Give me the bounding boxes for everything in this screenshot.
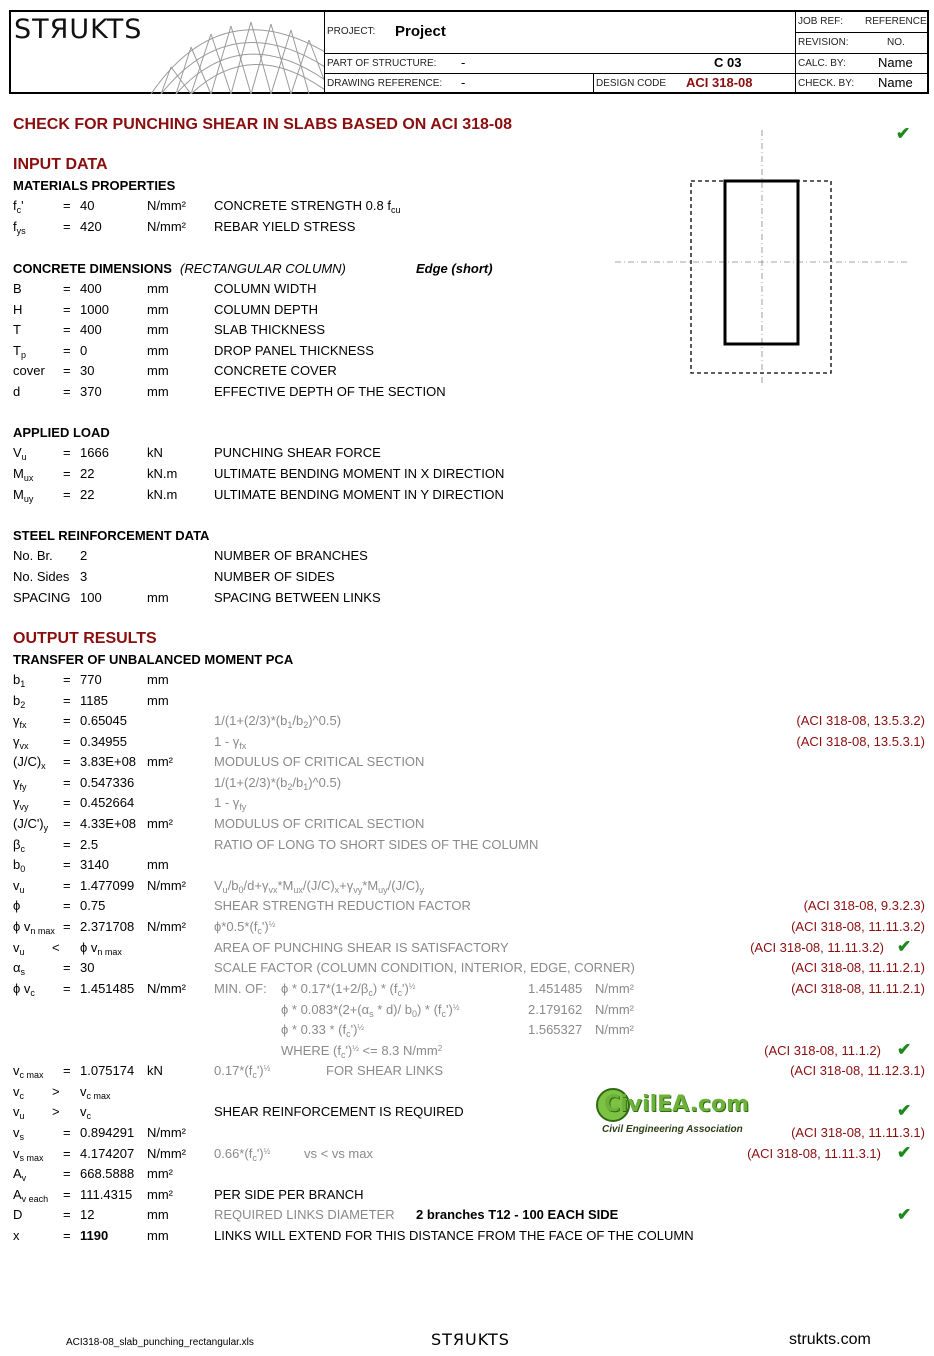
b2-row: $b_2$ = 1185 mm — [13, 693, 169, 710]
dims-note: (RECTANGULAR COLUMN) — [180, 261, 346, 276]
fc-value[interactable]: 40 — [80, 198, 95, 213]
vcmax-row: $v_{c max}$ = 1.075174 kN $0.17*(f_c')^{\frac{1}{2}}$ FOR SHEAR LINKS (ACI 318-08, 11.12.3.1) — [13, 1063, 925, 1080]
Tp-value[interactable]: 0 — [80, 343, 88, 358]
gvx-row: $\gamma_{vx}$ = 0.34955 $1 - \gamma_{fx}$ (ACI 318-08, 13.5.3.1) — [13, 734, 925, 751]
design-code-label: DESIGN CODE — [596, 78, 667, 89]
drawing-label: DRAWING REFERENCE: — [327, 78, 443, 89]
nsides-row: No. Sides 3 NUMBER OF SIDES — [13, 569, 335, 584]
H-row: H = 1000 mm COLUMN DEPTH — [13, 302, 319, 317]
B-row: B = 400 mm COLUMN WIDTH — [13, 281, 317, 296]
jcy-row: $(J/C')_y$ = 4.33E+08 mm² MODULUS OF CRITICAL SECTION — [13, 816, 425, 833]
fc-description: CONCRETE STRENGTH 0.8 $f_{cu}$ — [214, 198, 401, 215]
D-row: D = 12 mm REQUIRED LINKS DIAMETER 2 branches T12 - 100 EACH SIDE — [13, 1207, 619, 1222]
fc-limit-check-icon: ✔ — [897, 1040, 912, 1059]
brand-logo: STЯUKTS — [14, 14, 143, 45]
B-value[interactable]: 400 — [80, 281, 102, 296]
design-code-value[interactable]: ACI 318-08 — [686, 75, 753, 90]
page-title: CHECK FOR PUNCHING SHEAR IN SLABS BASED ON ACI 318-08 — [13, 116, 513, 133]
input-data-heading: INPUT DATA — [13, 156, 108, 173]
vsmax-row: $v_{s max}$ = 4.174207 N/mm² $0.66*(f_c')^{\frac{1}{2}}$ vs < vs max (ACI 318-08, 11.11.3.1) — [13, 1146, 881, 1163]
project-label: PROJECT: — [327, 26, 376, 37]
calc-by-value[interactable]: Name — [878, 55, 913, 70]
drawing-value[interactable]: - — [461, 75, 466, 90]
gfx-reference: (ACI 318-08, 13.5.3.2) — [796, 713, 925, 728]
load-heading: APPLIED LOAD — [13, 425, 110, 440]
gvx-reference: (ACI 318-08, 13.5.3.1) — [796, 734, 925, 749]
steel-heading: STEEL REINFORCEMENT DATA — [13, 528, 210, 543]
footer-brand: STЯUKTS — [431, 1330, 510, 1349]
nbr-value[interactable]: 2 — [80, 548, 88, 563]
transfer-heading: TRANSFER OF UNBALANCED MOMENT PCA — [13, 652, 294, 667]
vu-check-row: $v_u$ < ϕ $v_{n max}$ AREA OF PUNCHING SHEAR IS SATISFACTORY (ACI 318-08, 11.11.3.2) — [13, 940, 884, 957]
vu-formula: $V_u/b_0/d+\gamma_{vx}*M_{ux}/(J/C)_x+\gamma_{vy}*M_{uy}/(J/C)_y$ — [214, 878, 424, 895]
part-code[interactable]: C 03 — [714, 55, 742, 70]
dome-structure-illustration — [131, 12, 325, 94]
Vu-value[interactable]: 1666 — [80, 445, 109, 460]
output-heading: OUTPUT RESULTS — [13, 630, 157, 647]
gvy-row: $\gamma_{vy}$ = 0.452664 $1 - \gamma_{fy}$ — [13, 795, 247, 812]
T-row: T = 400 mm SLAB THICKNESS — [13, 322, 326, 337]
b0-row: $b_0$ = 3140 mm — [13, 857, 169, 874]
where-row: WHERE $(f_c')^{\frac{1}{2}} <= 8.3$ $N/mm^2$ (ACI 318-08, 11.1.2) — [281, 1043, 881, 1060]
as-row: $\alpha_s$ = 30 SCALE FACTOR (COLUMN CONDITION, INTERIOR, EDGE, CORNER) (ACI 318-08, 11.11.2.1) — [13, 960, 925, 977]
revision-label: REVISION: — [798, 37, 849, 48]
vs-row: $v_s$ = 0.894291 N/mm² (ACI 318-08, 11.11.3.1) — [13, 1125, 925, 1142]
footer-file: ACI318-08_slab_punching_rectangular.xls — [66, 1337, 254, 1348]
watermark-sub: Civil Engineering Association — [602, 1124, 743, 1135]
spacing-value[interactable]: 100 — [80, 590, 102, 605]
vc-check-row: $v_c$ > $v_{c max}$ — [13, 1084, 111, 1101]
punching-ok-check-icon: ✔ — [897, 937, 912, 956]
minof-row-2: $\phi * 0.083*(2+(\alpha_s * d)/$ $b_0) * (f_c')^{\frac{1}{2}}$ 2.179162 N/mm² — [281, 1002, 634, 1019]
b1-row: $b_1$ = 770 mm — [13, 672, 169, 689]
spacing-row: SPACING 100 mm SPACING BETWEEN LINKS — [13, 590, 381, 605]
gfy-row: $\gamma_{fy}$ = 0.547336 $1/(1+(2/3)*(b_2/b_1)\^{}0.5)$ — [13, 775, 342, 792]
phivn-row: ϕ $v_{n max}$ = 2.371708 N/mm² $\phi*0.5*(f_c')^{\frac{1}{2}}$ (ACI 318-08, 11.11.3.2) — [13, 919, 925, 936]
part-label: PART OF STRUCTURE: — [327, 58, 437, 69]
minof-row-3: ϕ * $0.33 * (f_c')^{\frac{1}{2}}$ 1.565327 N/mm² — [281, 1022, 634, 1039]
part-value[interactable]: - — [461, 55, 466, 70]
footer-site[interactable]: strukts.com — [789, 1331, 871, 1348]
d-row: d = 370 mm EFFECTIVE DEPTH OF THE SECTION — [13, 384, 446, 399]
job-ref-label: JOB REF: — [798, 16, 844, 27]
Muy-value[interactable]: 22 — [80, 487, 95, 502]
nbr-row: No. Br. 2 NUMBER OF BRANCHES — [13, 548, 368, 563]
D-value[interactable]: 12 — [80, 1207, 95, 1222]
watermark-main: CivilEA.com — [604, 1092, 750, 1117]
check-by-value[interactable]: Name — [878, 75, 913, 90]
Muy-row: $M_{uy}$ = 22 kN.m ULTIMATE BENDING MOMENT IN Y DIRECTION — [13, 487, 504, 504]
revision-value[interactable]: NO. — [887, 37, 905, 48]
cover-value[interactable]: 30 — [80, 363, 95, 378]
bc-row: $\beta_c$ = 2.5 RATIO OF LONG TO SHORT SIDES OF THE COLUMN — [13, 837, 539, 854]
column-case[interactable]: Edge (short) — [416, 261, 493, 276]
materials-heading: MATERIALS PROPERTIES — [13, 178, 176, 193]
fys-value[interactable]: 420 — [80, 219, 102, 234]
Mux-value[interactable]: 22 — [80, 466, 95, 481]
links-check-icon: ✔ — [897, 1205, 912, 1224]
Mux-row: $M_{ux}$ = 22 kN.m ULTIMATE BENDING MOMENT IN X DIRECTION — [13, 466, 505, 483]
check-by-label: CHECK. BY: — [798, 78, 855, 89]
job-ref-value[interactable]: REFERENCE — [865, 16, 927, 27]
nsides-value[interactable]: 3 — [80, 569, 88, 584]
cover-row: cover = 30 mm CONCRETE COVER — [13, 363, 337, 378]
jcx-row: $(J/C)_x$ = 3.83E+08 mm² MODULUS OF CRITICAL SECTION — [13, 754, 425, 771]
phivc-row: ϕ $v_c$ = 1.451485 N/mm² MIN. OF: $\phi * 0.17*(1+2/\beta_c) * (f_c')^{\frac{1}{2}}$ 1.451485 N/mm² (ACI 318-08, 11.11.2.1) — [13, 981, 925, 998]
vu-required-row: $v_u$ > $v_c$ SHEAR REINFORCEMENT IS REQUIRED — [13, 1104, 464, 1121]
vsmax-check-icon: ✔ — [897, 1143, 912, 1162]
title-block — [9, 10, 929, 94]
Aveach-row: $A_{v each}$ = 111.4315 mm² PER SIDE PER BRANCH — [13, 1187, 364, 1204]
Tp-row: $T_p$ = 0 mm DROP PANEL THICKNESS — [13, 343, 374, 360]
fc-symbol: $f_c'$ — [13, 198, 24, 215]
Av-row: $A_v$ = 668.5888 mm² — [13, 1166, 173, 1183]
vu-row: $v_u$ = 1.477099 N/mm² $V_u/b_0/d+\gamma_{vx}*M_{ux}/(J/C)_x+\gamma_{vy}*M_{uy}/(J/C)_y$ — [13, 878, 424, 895]
dims-heading-row — [0, 261, 934, 281]
Vu-row: $V_u$ = 1666 kN PUNCHING SHEAR FORCE — [13, 445, 381, 462]
reinforcement-check-icon: ✔ — [897, 1101, 912, 1120]
phi-row: ϕ = 0.75 SHEAR STRENGTH REDUCTION FACTOR (ACI 318-08, 9.3.2.3) — [13, 898, 925, 913]
dims-heading: CONCRETE DIMENSIONS — [13, 261, 172, 276]
logo-area — [11, 12, 325, 94]
calc-by-label: CALC. BY: — [798, 58, 846, 69]
H-value[interactable]: 1000 — [80, 302, 109, 317]
d-value: 370 — [80, 384, 102, 399]
fys-row: $f_{ys}$ = 420 N/mm² REBAR YIELD STRESS — [13, 219, 356, 236]
T-value[interactable]: 400 — [80, 322, 102, 337]
fc-row: $f_c'$ = 40 N/mm² CONCRETE STRENGTH 0.8 $f_{cu}$ — [13, 198, 401, 215]
title-check-icon: ✔ — [896, 124, 911, 143]
links-result: 2 branches T12 - 100 EACH SIDE — [416, 1207, 619, 1222]
gfx-row: $\gamma_{fx}$ = 0.65045 $1/(1+(2/3)*(b_1/b_2)\^{}0.5)$ (ACI 318-08, 13.5.3.2) — [13, 713, 925, 730]
project-value[interactable]: Project — [395, 23, 446, 40]
x-row: x = 1190 mm LINKS WILL EXTEND FOR THIS DISTANCE FROM THE FACE OF THE COLUMN — [13, 1228, 694, 1243]
